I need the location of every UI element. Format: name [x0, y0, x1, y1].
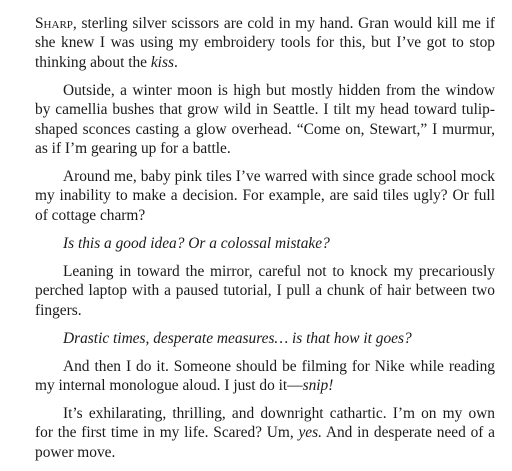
- paragraph-2: Outside, a winter moon is high but mostly hidden from the window by camellia bushes that grow wild in Seattle. I tilt my head toward tulip-shaped sconces casting a glow overhead. “Come on, Stewart,” I murmur, as if I’m gearing up for a battle.: [35, 81, 495, 158]
- paragraph-7: [35, 357, 495, 396]
- paragraph-1-text-b: .: [173, 53, 178, 71]
- book-page: [35, 14, 495, 471]
- paragraph-1-text-a: , sterling silver scissors are cold in my hand. Gran would kill me if she knew I was using my embroidery tools for this, but I’ve got to stop thinking about the: [35, 15, 495, 71]
- chapter-opening-word: Sharp: [35, 15, 73, 32]
- paragraph-3: Around me, baby pink tiles I’ve warred with since grade school mock my inability to make a decision. For example, are said tiles ugly? Or full of cottage charm?: [35, 168, 495, 224]
- paragraph-1-emphasis: kiss: [150, 53, 174, 71]
- paragraph-8-emphasis: yes.: [298, 424, 322, 442]
- paragraph-7-text-a: And then I do it. Someone should be filming for Nike while reading my internal monologue aloud. I just do it—: [35, 357, 495, 395]
- paragraph-8-text-a: It’s exhilarating, thrilling, and downright cathartic. I’m on my own for the first time in my life. Scared? Um,: [35, 405, 495, 442]
- paragraph-6-thought: Drastic times, desperate measures… is that how it goes?: [63, 329, 412, 347]
- paragraph-8-text-b: And in desperate need of a power move.: [35, 424, 496, 461]
- paragraph-5: Leaning in toward the mirror, careful not to knock my precariously perched laptop with a paused tutorial, I pull a chunk of hair between two fingers.: [35, 262, 495, 319]
- paragraph-1: [35, 14, 495, 72]
- paragraph-8: [35, 404, 495, 462]
- paragraph-4-thought: Is this a good idea? Or a colossal mistake?: [63, 234, 330, 252]
- paragraph-7-emphasis: snip!: [302, 377, 334, 395]
